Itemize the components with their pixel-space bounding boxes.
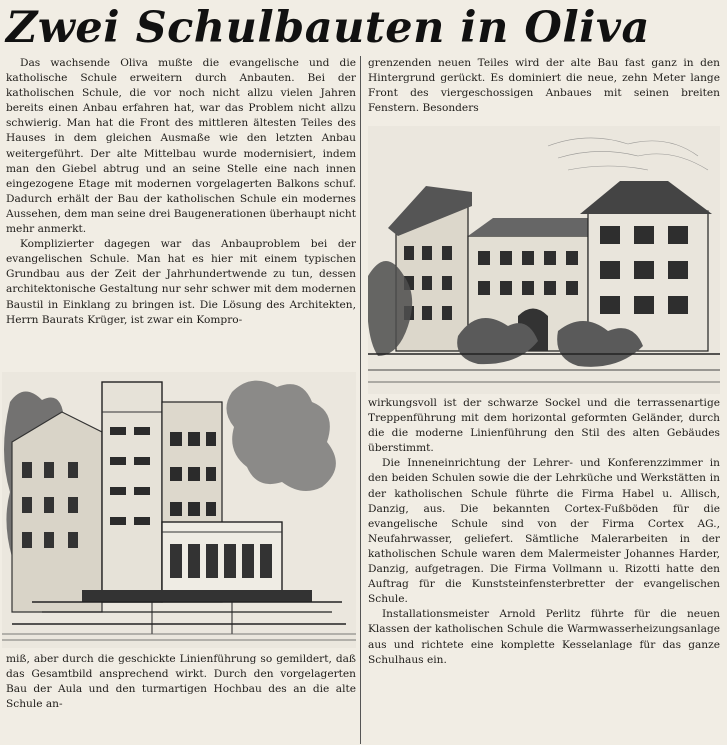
paragraph: grenzenden neuen Teiles wird der alte Bau fast ganz in den Hintergrund gerückt. Es dominiert die neue, zehn Meter lange Front des viergeschossigen Anbaues mit seinen breiten Fenstern. Besonders	[368, 57, 720, 115]
sketch-catholic-school	[368, 126, 720, 394]
paragraph: miß, aber durch die geschickte Linienführung so gemildert, daß das Gesamtbild ansprechend wirkt. Durch den vorgelagerten Bau der Aula und den turmartigen Hochbau des an die alte Schule an-	[6, 653, 356, 711]
column-divider	[360, 56, 361, 744]
building-sketch-left	[2, 372, 356, 648]
paragraph: Die Inneneinrichtung der Lehrer- und Konferenzzimmer in den beiden Schulen sowie die der Lehrküche und Werkstätten in der katholischen Schule führte die Firma Habel u. Allisch, Danzig, aus. Die bekannten Cortex-Fußböden für die evangelische Schule sind von der Firma Cortex AG., Neufahrwasser, geliefert. Sämtliche Malerarbeiten in der katholischen Schule waren dem Malermeister Johannes Harder, Danzig, aufgetragen. Die Firma Vollmann u. Rizotti hatte den Auftrag für die Kunststeinfensterbretter der evangelischen Schule.	[368, 457, 720, 606]
paragraph: Das wachsende Oliva mußte die evangelische und die katholische Schule erweitern durch Anbauten. Bei der katholischen Schule, die vor noch nicht allzu vielen Jahren bereits einen Anbau erfahren hat, war das Problem nicht allzu schwierig. Man hat die Front des mittleren ältesten Teiles des Hauses in dem gleichen Ausmaße wie den letzten Anbau weitergeführt. Der alte Mittelbau wurde modernisiert, indem man den Giebel abtrug und an seine Stelle eine nach innen eingezogene Etage mit modernen vorgelagerten Balkons schuf. Dadurch erhält der Bau der katholischen Schule ein modernes Aussehen, dem man seine drei Baugenerationen überhaupt nicht mehr anmerkt.	[6, 57, 356, 236]
column-left-top	[6, 56, 356, 361]
headline: Zwei Schulbauten in Oliva	[6, 3, 650, 53]
column-right-top	[368, 56, 720, 118]
paragraph: Installationsmeister Arnold Perlitz führte für die neuen Klassen der katholischen Schule die Warmwasserheizungsanlage aus und richtete eine komplette Kesselanlage für das ganze Schulhaus ein.	[368, 608, 720, 666]
column-left-bottom	[6, 652, 356, 744]
paragraph: Komplizierter dagegen war das Anbauproblem bei der evangelischen Schule. Man hat es hier mit einem typischen Grundbau aus der Zeit der Jahrhundertwende zu tun, dessen architektonische Gestaltung nur sehr schwer mit dem modernen Baustil in Einklang zu bringen ist. Die Lösung des Architekten, Herrn Baurats Krüger, ist zwar ein Kompro-	[6, 238, 356, 326]
building-sketch-right	[368, 126, 720, 394]
sketch-evangelical-school	[2, 372, 356, 648]
column-right-bottom	[368, 396, 720, 696]
paragraph: wirkungsvoll ist der schwarze Sockel und die terrassenartige Treppenführung mit dem horizontal geformten Geländer, durch die die moderne Linienführung den Stil des alten Gebäudes überstimmt.	[368, 397, 720, 455]
